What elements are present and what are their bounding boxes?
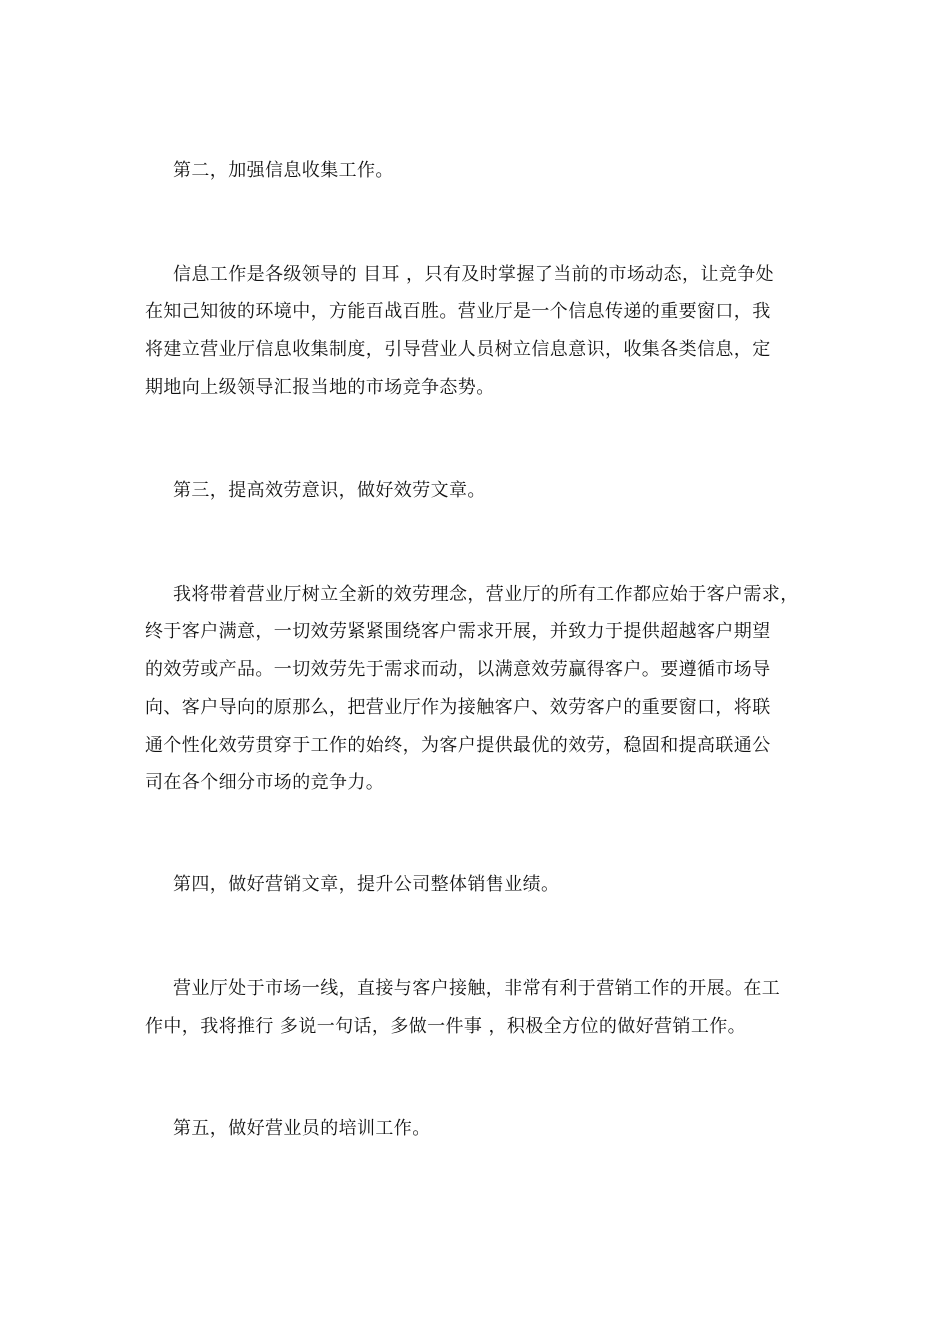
paragraph-line: 在知己知彼的环境中，方能百战百胜。营业厅是一个信息传递的重要窗口，我 <box>145 301 771 322</box>
paragraph-line: 我将带着营业厅树立全新的效劳理念，营业厅的所有工作都应始于客户需求， <box>173 584 799 605</box>
section-heading-2: 第二，加强信息收集工作。 <box>173 160 394 181</box>
paragraph-line: 向、客户导向的原那么，把营业厅作为接触客户、效劳客户的重要窗口，将联 <box>145 697 771 718</box>
section-heading-4: 第四，做好营销文章，提升公司整体销售业绩。 <box>173 874 560 895</box>
paragraph-line: 信息工作是各级领导的 目耳 ，只有及时掌握了当前的市场动态，让竞争处 <box>173 264 775 285</box>
paragraph-line: 终于客户满意，一切效劳紧紧围绕客户需求开展，并致力于提供超越客户期望 <box>145 621 771 642</box>
section-heading-5: 第五，做好营业员的培训工作。 <box>173 1118 431 1139</box>
paragraph-line: 营业厅处于市场一线，直接与客户接触，非常有利于营销工作的开展。在工 <box>173 978 781 999</box>
paragraph-line: 通个性化效劳贯穿于工作的始终，为客户提供最优的效劳，稳固和提高联通公 <box>145 735 771 756</box>
paragraph-line: 将建立营业厅信息收集制度，引导营业人员树立信息意识，收集各类信息，定 <box>145 339 771 360</box>
paragraph-line: 作中，我将推行 多说一句话，多做一件事 ，积极全方位的做好营销工作。 <box>145 1016 747 1037</box>
paragraph-line: 的效劳或产品。一切效劳先于需求而动，以满意效劳赢得客户。要遵循市场导 <box>145 659 771 680</box>
paragraph-line: 司在各个细分市场的竞争力。 <box>145 772 385 793</box>
section-heading-3: 第三，提高效劳意识，做好效劳文章。 <box>173 480 486 501</box>
paragraph-line: 期地向上级领导汇报当地的市场竞争态势。 <box>145 377 495 398</box>
